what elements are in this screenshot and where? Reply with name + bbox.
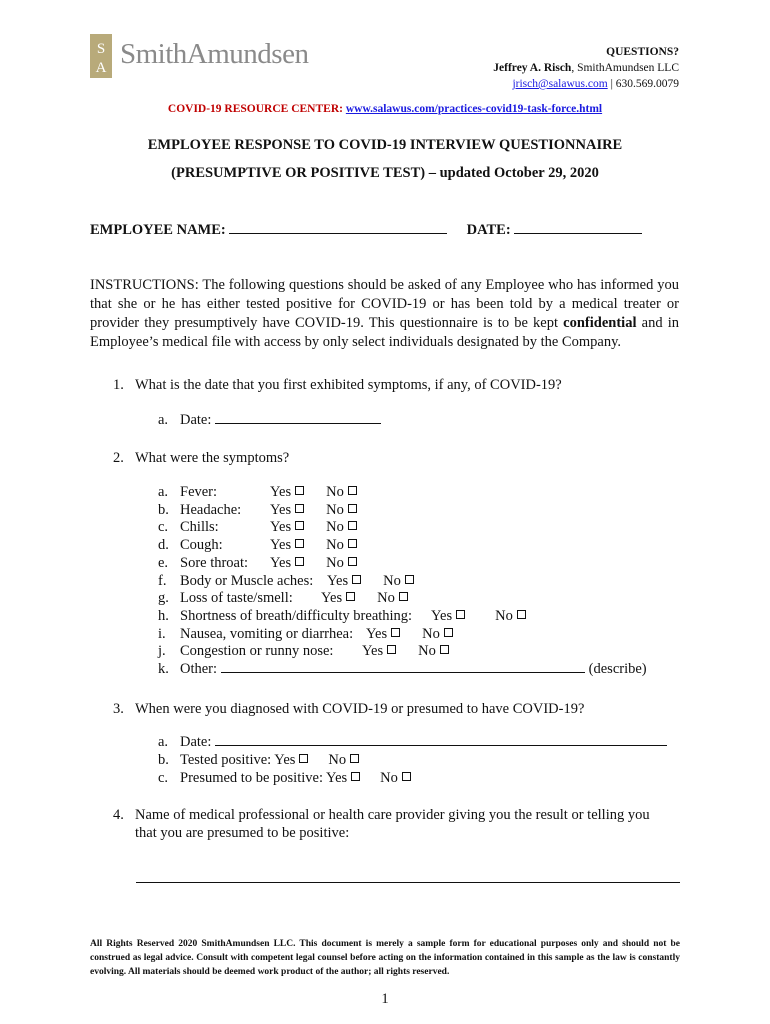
question-1-date-row: a. Date: (158, 412, 458, 430)
diagnosis-date-field[interactable] (215, 745, 667, 746)
symptom-label: Headache: (180, 501, 242, 518)
no-label: No (326, 537, 344, 554)
symptom-no-checkbox[interactable] (348, 557, 357, 566)
presumed-no-checkbox[interactable] (402, 772, 411, 781)
question-3: 3. When were you diagnosed with COVID-19 or presumed to have COVID-19? (113, 701, 585, 717)
symptom-letter: c. (158, 519, 169, 536)
symptom-yes-checkbox[interactable] (295, 521, 304, 530)
tested-positive-yes-checkbox[interactable] (299, 754, 308, 763)
symptom-row (158, 484, 658, 502)
symptom-no-checkbox[interactable] (348, 504, 357, 513)
symptom-row (158, 555, 658, 573)
name-date-row (90, 222, 642, 239)
symptom-yes-checkbox[interactable] (295, 539, 304, 548)
symptom-label: Sore throat: (180, 554, 249, 571)
symptom-letter: g. (158, 590, 169, 607)
symptom-label: Fever: (180, 484, 218, 500)
symptom-letter: b. (158, 501, 169, 518)
no-label: No (383, 572, 401, 589)
no-label: No (326, 484, 344, 500)
symptom-row (158, 608, 658, 626)
symptom-no-checkbox[interactable] (399, 592, 408, 601)
symptom-yes-no (321, 590, 408, 608)
yes-label: Yes (270, 484, 292, 500)
yes-label: Yes (431, 607, 453, 624)
symptom-row (158, 590, 658, 608)
no-label: No (326, 519, 344, 536)
symptom-row (158, 519, 658, 537)
yes-label: Yes (270, 519, 292, 536)
contact-email-line (512, 76, 679, 92)
symptom-label: Loss of taste/smell: (180, 590, 293, 607)
resource-center-link[interactable]: www.salawus.com/practices-covid19-task-force.html (345, 103, 603, 115)
contact-phone: | 630.569.0079 (607, 78, 679, 90)
symptom-label: Chills: (180, 519, 219, 536)
symptom-letter: h. (158, 607, 169, 624)
symptom-no-checkbox[interactable] (517, 610, 526, 619)
symptom-row (158, 537, 658, 555)
symptom-letter: k. (158, 661, 169, 677)
symptom-no-checkbox[interactable] (440, 645, 449, 654)
symptom-no-checkbox[interactable] (348, 486, 357, 495)
symptom-yes-no (366, 626, 453, 644)
symptom-yes-checkbox[interactable] (456, 610, 465, 619)
symptom-letter: j. (158, 643, 166, 660)
contact-email-link[interactable]: jrisch@salawus.com (512, 78, 608, 90)
question-2: 2. What were the symptoms? (113, 450, 290, 466)
symptom-yes-no (362, 643, 449, 661)
symptom-letter: d. (158, 537, 169, 554)
contact-firm: , SmithAmundsen LLC (571, 62, 679, 74)
contact-name: Jeffrey A. Risch (493, 62, 572, 74)
yes-label: Yes (327, 572, 349, 589)
firm-logo (90, 34, 320, 80)
question-3-date-row: a. Date: (158, 734, 678, 752)
symptom-yes-checkbox[interactable] (346, 592, 355, 601)
yes-label: Yes (321, 590, 343, 607)
no-label: No (326, 554, 344, 571)
document-subtitle: (PRESUMPTIVE OR POSITIVE TEST) – updated October 29, 2020 (171, 165, 599, 181)
no-label: No (377, 590, 395, 607)
symptom-yes-no (270, 484, 357, 502)
symptom-other-row (158, 661, 658, 679)
symptom-row (158, 502, 658, 520)
symptom-label: Cough: (180, 537, 223, 554)
instructions: INSTRUCTIONS: The following questions should be asked of any Employee who has informed you that she or he has either tested positive for COVID-19 or has been told by a medical treater or provider they presumptively have COVID-19. This questionnaire is to be kept confidential and in Employee’s medical file with access by only select individuals designated by the Company. (90, 277, 679, 350)
svg-text:A: A (95, 60, 107, 76)
symptom-letter: e. (158, 554, 169, 571)
symptom-label: Congestion or runny nose: (180, 643, 334, 660)
no-label: No (495, 607, 513, 624)
tested-positive-no-checkbox[interactable] (350, 754, 359, 763)
symptom-yes-no (327, 573, 414, 591)
yes-label: Yes (366, 625, 388, 642)
contact-heading: QUESTIONS? (606, 46, 679, 58)
symptom-letter: f. (158, 572, 167, 589)
document-title: EMPLOYEE RESPONSE TO COVID-19 INTERVIEW QUESTIONNAIRE (147, 137, 623, 153)
symptom-no-checkbox[interactable] (348, 539, 357, 548)
symptom-letter: a. (158, 484, 169, 500)
logo-text: SmithAmundsen (120, 38, 309, 70)
symptom-no-checkbox[interactable] (405, 575, 414, 584)
symptom-no-checkbox[interactable] (348, 521, 357, 530)
presumed-positive-row: c. Presumed to be positive: Yes No (158, 770, 678, 788)
symptom-yes-checkbox[interactable] (295, 557, 304, 566)
symptom-yes-checkbox[interactable] (391, 628, 400, 637)
resource-center-line (0, 103, 770, 115)
describe-label: (describe) (585, 661, 647, 677)
employee-name-label: EMPLOYEE NAME: (90, 222, 226, 238)
symptom-yes-no (431, 608, 526, 626)
symptom-label: Shortness of breath/difficulty breathing: (180, 607, 413, 624)
symptom-yes-checkbox[interactable] (295, 486, 304, 495)
question-1: 1. What is the date that you first exhibited symptoms, if any, of COVID-19? (113, 377, 562, 393)
symptom-letter: i. (158, 625, 166, 642)
date-field[interactable] (514, 233, 642, 234)
date-label: DATE: (466, 222, 511, 238)
employee-name-field[interactable] (229, 233, 447, 234)
logo-mark (90, 34, 112, 78)
svg-text:S: S (96, 41, 106, 57)
symptom-label: Nausea, vomiting or diarrhea: (180, 625, 354, 642)
symptom-date-field[interactable] (215, 423, 381, 424)
no-label: No (418, 643, 436, 660)
symptom-row (158, 626, 658, 644)
question-4: 4. Name of medical professional or health care provider giving you the result or telling you that you are presumed to be positive: (113, 807, 650, 841)
provider-name-field[interactable] (136, 882, 680, 883)
symptom-yes-no (270, 537, 357, 555)
symptom-yes-no (270, 502, 357, 520)
symptom-no-checkbox[interactable] (444, 628, 453, 637)
symptom-yes-no (270, 519, 357, 537)
symptom-yes-checkbox[interactable] (352, 575, 361, 584)
no-label: No (326, 501, 344, 518)
no-label: No (422, 625, 440, 642)
confidential-emphasis: confidential (563, 315, 637, 331)
symptom-yes-checkbox[interactable] (295, 504, 304, 513)
symptom-list (158, 484, 658, 684)
symptom-label: Body or Muscle aches: (180, 572, 314, 589)
symptom-other (180, 661, 647, 679)
tested-positive-row: b. Tested positive: Yes No (158, 752, 678, 770)
symptom-yes-no (270, 555, 357, 573)
resource-center-label: COVID-19 RESOURCE CENTER: (167, 103, 343, 115)
symptom-row (158, 573, 658, 591)
legal-footer: All Rights Reserved 2020 SmithAmundsen LLC. This document is merely a sample form for educational purposes only and should not be construed as legal advice. Consult with competent legal counsel before acting on the information contained in this sample as the law is constantly evolving. All materials should be deemed work product of the author; all rights reserved. (90, 939, 680, 977)
symptom-other-label: Other: (180, 661, 218, 677)
symptom-yes-checkbox[interactable] (387, 645, 396, 654)
other-symptom-field[interactable] (221, 672, 585, 673)
yes-label: Yes (270, 501, 292, 518)
presumed-yes-checkbox[interactable] (351, 772, 360, 781)
page-number: 1 (381, 991, 389, 1007)
yes-label: Yes (270, 554, 292, 571)
symptom-row (158, 643, 658, 661)
contact-name-line (493, 60, 679, 76)
yes-label: Yes (362, 643, 384, 660)
yes-label: Yes (270, 537, 292, 554)
